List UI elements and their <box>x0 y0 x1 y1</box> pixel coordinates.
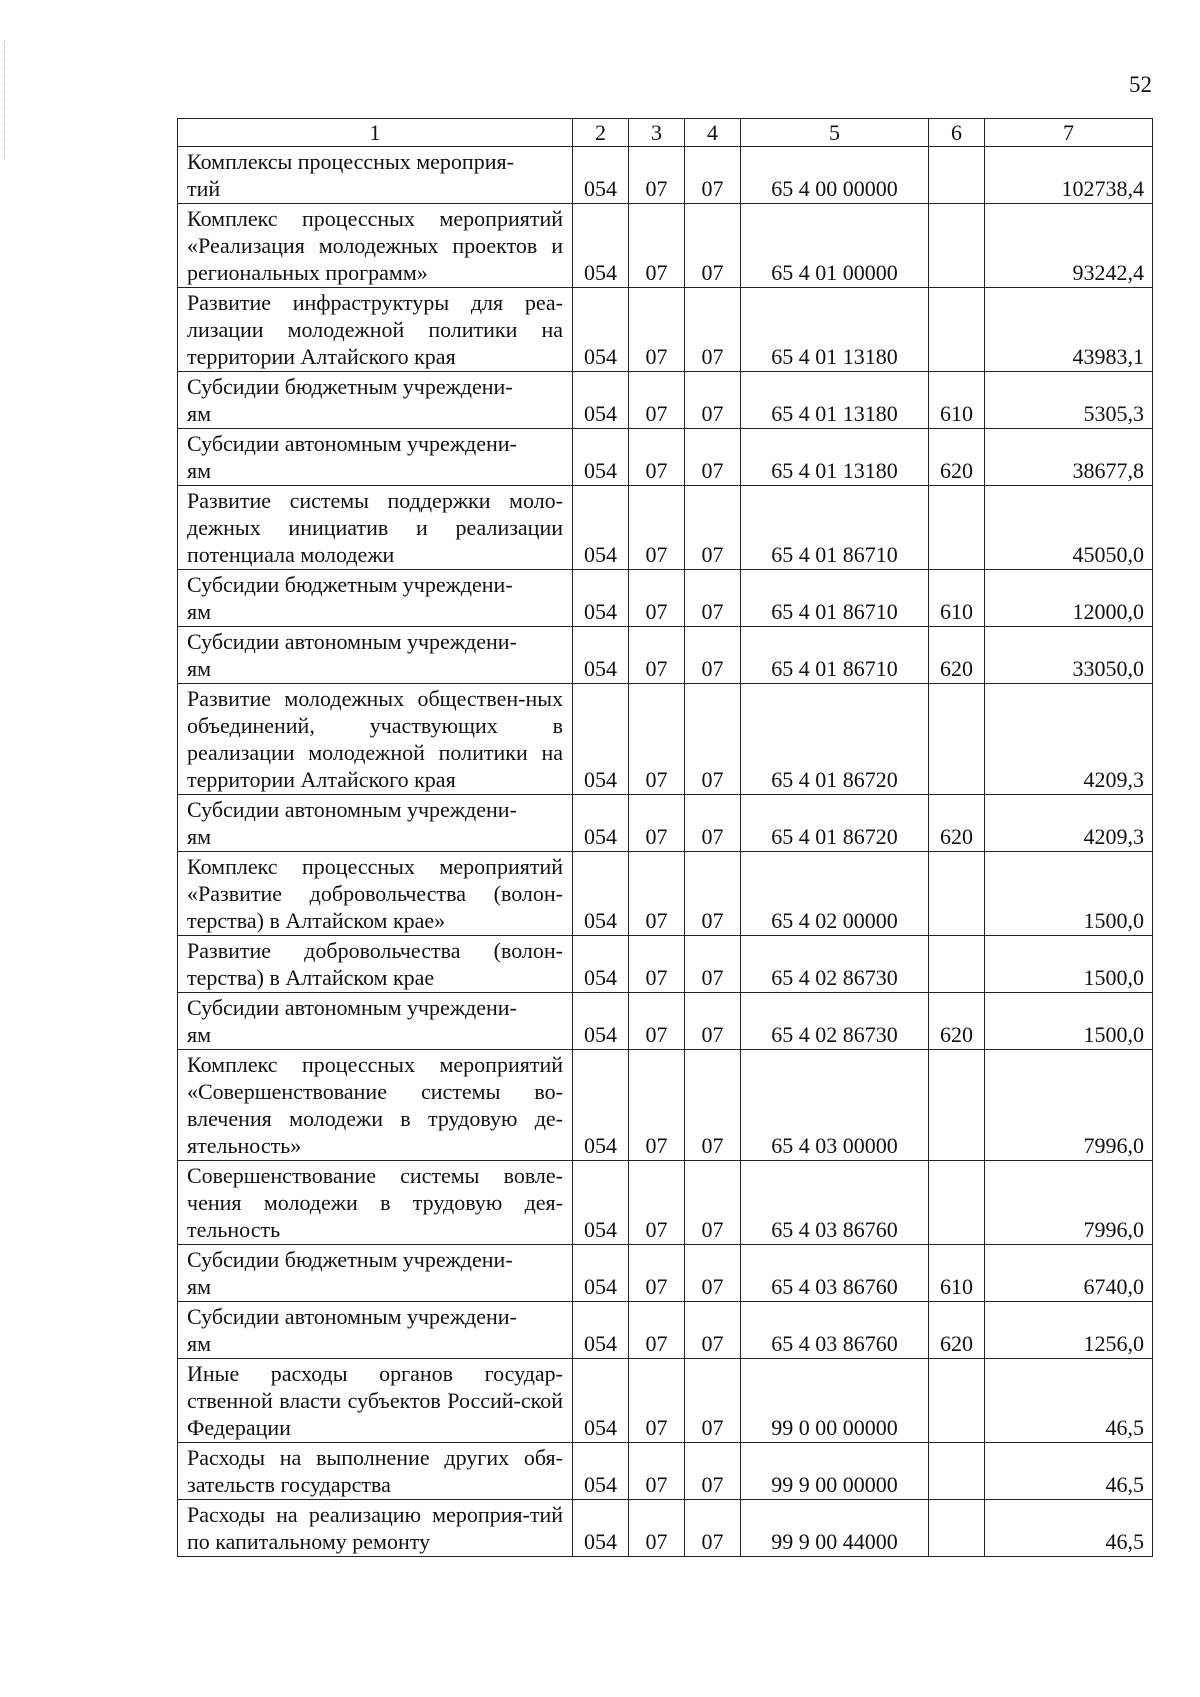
cell-section-code: 07 <box>629 204 685 288</box>
cell-subsection-code: 07 <box>685 288 741 372</box>
table-row <box>178 1050 1153 1161</box>
table-row <box>178 1359 1153 1443</box>
cell-section-code: 07 <box>629 429 685 486</box>
cell-amount: 46,5 <box>985 1500 1153 1557</box>
cell-section-code: 07 <box>629 1161 685 1245</box>
cell-expense-type: 620 <box>929 1302 985 1359</box>
cell-subsection-code: 07 <box>685 147 741 204</box>
cell-item-name: Субсидии автономным учреждени- ям <box>178 993 573 1050</box>
cell-amount: 1500,0 <box>985 936 1153 993</box>
cell-ministry-code: 054 <box>573 372 629 429</box>
cell-ministry-code: 054 <box>573 993 629 1050</box>
cell-section-code: 07 <box>629 795 685 852</box>
cell-expense-type <box>929 288 985 372</box>
header-col-1: 1 <box>178 119 573 147</box>
cell-ministry-code: 054 <box>573 627 629 684</box>
cell-subsection-code: 07 <box>685 1161 741 1245</box>
cell-amount: 93242,4 <box>985 204 1153 288</box>
cell-section-code: 07 <box>629 1359 685 1443</box>
cell-subsection-code: 07 <box>685 993 741 1050</box>
table-row <box>178 1443 1153 1500</box>
cell-target-article: 65 4 03 86760 <box>741 1161 929 1245</box>
cell-amount: 4209,3 <box>985 684 1153 795</box>
cell-target-article: 65 4 01 13180 <box>741 429 929 486</box>
cell-expense-type <box>929 1161 985 1245</box>
cell-subsection-code: 07 <box>685 1359 741 1443</box>
cell-item-name: Развитие системы поддержки моло-дежных инициатив и реализации потенциала молодежи <box>178 486 573 570</box>
cell-expense-type <box>929 486 985 570</box>
cell-section-code: 07 <box>629 1245 685 1302</box>
cell-ministry-code: 054 <box>573 570 629 627</box>
table-body <box>178 147 1153 1557</box>
scan-margin-marks <box>4 40 7 160</box>
cell-item-name: Субсидии автономным учреждени- ям <box>178 1302 573 1359</box>
cell-target-article: 65 4 01 13180 <box>741 372 929 429</box>
cell-amount: 46,5 <box>985 1443 1153 1500</box>
cell-subsection-code: 07 <box>685 684 741 795</box>
cell-target-article: 65 4 02 86730 <box>741 993 929 1050</box>
cell-item-name: Развитие молодежных обществен-ных объединений, участвующих в реализации молодежной политики на территории Алтайского края <box>178 684 573 795</box>
cell-expense-type <box>929 936 985 993</box>
cell-amount: 46,5 <box>985 1359 1153 1443</box>
cell-section-code: 07 <box>629 936 685 993</box>
cell-amount: 38677,8 <box>985 429 1153 486</box>
cell-subsection-code: 07 <box>685 1500 741 1557</box>
cell-target-article: 65 4 01 86710 <box>741 570 929 627</box>
cell-amount: 7996,0 <box>985 1050 1153 1161</box>
cell-section-code: 07 <box>629 486 685 570</box>
cell-ministry-code: 054 <box>573 1500 629 1557</box>
cell-target-article: 65 4 03 86760 <box>741 1245 929 1302</box>
cell-ministry-code: 054 <box>573 204 629 288</box>
cell-ministry-code: 054 <box>573 1161 629 1245</box>
cell-amount: 45050,0 <box>985 486 1153 570</box>
cell-amount: 102738,4 <box>985 147 1153 204</box>
table-row <box>178 795 1153 852</box>
cell-item-name: Совершенствование системы вовле-чения молодежи в трудовую дея-тельность <box>178 1161 573 1245</box>
table-row <box>178 429 1153 486</box>
cell-ministry-code: 054 <box>573 1245 629 1302</box>
cell-subsection-code: 07 <box>685 372 741 429</box>
cell-amount: 1500,0 <box>985 852 1153 936</box>
cell-section-code: 07 <box>629 1443 685 1500</box>
cell-target-article: 65 4 01 13180 <box>741 288 929 372</box>
header-row <box>178 119 1153 147</box>
header-col-2: 2 <box>573 119 629 147</box>
cell-expense-type <box>929 1050 985 1161</box>
cell-target-article: 65 4 01 00000 <box>741 204 929 288</box>
cell-item-name: Субсидии автономным учреждени- ям <box>178 627 573 684</box>
cell-item-name: Расходы на реализацию мероприя-тий по капитальному ремонту <box>178 1500 573 1557</box>
cell-ministry-code: 054 <box>573 1443 629 1500</box>
cell-expense-type: 610 <box>929 570 985 627</box>
cell-section-code: 07 <box>629 288 685 372</box>
table-row <box>178 1161 1153 1245</box>
cell-ministry-code: 054 <box>573 147 629 204</box>
cell-section-code: 07 <box>629 993 685 1050</box>
cell-ministry-code: 054 <box>573 486 629 570</box>
cell-expense-type <box>929 684 985 795</box>
cell-subsection-code: 07 <box>685 570 741 627</box>
cell-item-name: Иные расходы органов государ-ственной власти субъектов Россий-ской Федерации <box>178 1359 573 1443</box>
cell-item-name: Субсидии бюджетным учреждени- ям <box>178 570 573 627</box>
cell-subsection-code: 07 <box>685 429 741 486</box>
cell-target-article: 65 4 00 00000 <box>741 147 929 204</box>
cell-subsection-code: 07 <box>685 627 741 684</box>
cell-target-article: 65 4 03 00000 <box>741 1050 929 1161</box>
header-col-3: 3 <box>629 119 685 147</box>
cell-amount: 6740,0 <box>985 1245 1153 1302</box>
cell-target-article: 65 4 01 86720 <box>741 684 929 795</box>
table-row <box>178 1302 1153 1359</box>
cell-section-code: 07 <box>629 1500 685 1557</box>
cell-item-name: Субсидии бюджетным учреждени- ям <box>178 1245 573 1302</box>
cell-amount: 33050,0 <box>985 627 1153 684</box>
table-row <box>178 147 1153 204</box>
cell-item-name: Комплекс процессных мероприятий «Совершенствование системы во-влечения молодежи в трудовую де-ятельность» <box>178 1050 573 1161</box>
cell-section-code: 07 <box>629 1050 685 1161</box>
cell-ministry-code: 054 <box>573 1302 629 1359</box>
table-row <box>178 993 1153 1050</box>
cell-amount: 1256,0 <box>985 1302 1153 1359</box>
cell-expense-type <box>929 1443 985 1500</box>
cell-subsection-code: 07 <box>685 852 741 936</box>
header-col-5: 5 <box>741 119 929 147</box>
table-row <box>178 486 1153 570</box>
cell-expense-type <box>929 1359 985 1443</box>
cell-section-code: 07 <box>629 147 685 204</box>
cell-target-article: 65 4 02 86730 <box>741 936 929 993</box>
cell-section-code: 07 <box>629 372 685 429</box>
cell-subsection-code: 07 <box>685 1302 741 1359</box>
page-number: 52 <box>1129 72 1152 97</box>
cell-amount: 43983,1 <box>985 288 1153 372</box>
cell-ministry-code: 054 <box>573 852 629 936</box>
cell-item-name: Расходы на выполнение других обя-зательств государства <box>178 1443 573 1500</box>
cell-ministry-code: 054 <box>573 1050 629 1161</box>
cell-amount: 1500,0 <box>985 993 1153 1050</box>
cell-expense-type: 620 <box>929 993 985 1050</box>
table-row <box>178 627 1153 684</box>
cell-item-name: Субсидии бюджетным учреждени- ям <box>178 372 573 429</box>
cell-section-code: 07 <box>629 684 685 795</box>
table-row <box>178 852 1153 936</box>
cell-subsection-code: 07 <box>685 1050 741 1161</box>
cell-amount: 5305,3 <box>985 372 1153 429</box>
cell-subsection-code: 07 <box>685 795 741 852</box>
cell-expense-type: 620 <box>929 795 985 852</box>
cell-item-name: Субсидии автономным учреждени- ям <box>178 795 573 852</box>
cell-amount: 12000,0 <box>985 570 1153 627</box>
cell-subsection-code: 07 <box>685 486 741 570</box>
header-col-4: 4 <box>685 119 741 147</box>
table-header <box>178 119 1153 147</box>
cell-ministry-code: 054 <box>573 288 629 372</box>
cell-target-article: 99 0 00 00000 <box>741 1359 929 1443</box>
cell-ministry-code: 054 <box>573 684 629 795</box>
cell-target-article: 65 4 01 86710 <box>741 486 929 570</box>
cell-expense-type <box>929 852 985 936</box>
cell-expense-type: 620 <box>929 627 985 684</box>
cell-subsection-code: 07 <box>685 1443 741 1500</box>
cell-target-article: 65 4 02 00000 <box>741 852 929 936</box>
cell-ministry-code: 054 <box>573 795 629 852</box>
cell-section-code: 07 <box>629 1302 685 1359</box>
table-row <box>178 570 1153 627</box>
cell-item-name: Субсидии автономным учреждени- ям <box>178 429 573 486</box>
table-row <box>178 372 1153 429</box>
cell-item-name: Комплекс процессных мероприятий «Развитие добровольчества (волон-терства) в Алтайском крае» <box>178 852 573 936</box>
cell-amount: 4209,3 <box>985 795 1153 852</box>
cell-subsection-code: 07 <box>685 204 741 288</box>
cell-ministry-code: 054 <box>573 1359 629 1443</box>
table-row <box>178 684 1153 795</box>
cell-target-article: 99 9 00 00000 <box>741 1443 929 1500</box>
cell-target-article: 65 4 01 86710 <box>741 627 929 684</box>
cell-expense-type: 610 <box>929 372 985 429</box>
cell-expense-type <box>929 147 985 204</box>
cell-section-code: 07 <box>629 570 685 627</box>
header-col-6: 6 <box>929 119 985 147</box>
cell-section-code: 07 <box>629 627 685 684</box>
cell-target-article: 65 4 01 86720 <box>741 795 929 852</box>
cell-expense-type: 620 <box>929 429 985 486</box>
table-row <box>178 204 1153 288</box>
budget-table <box>177 118 1153 1557</box>
cell-expense-type: 610 <box>929 1245 985 1302</box>
cell-item-name: Развитие инфраструктуры для реа-лизации молодежной политики на территории Алтайского края <box>178 288 573 372</box>
cell-subsection-code: 07 <box>685 1245 741 1302</box>
cell-target-article: 65 4 03 86760 <box>741 1302 929 1359</box>
table-row <box>178 288 1153 372</box>
cell-section-code: 07 <box>629 852 685 936</box>
cell-item-name: Комплексы процессных мероприя- тий <box>178 147 573 204</box>
cell-amount: 7996,0 <box>985 1161 1153 1245</box>
cell-target-article: 99 9 00 44000 <box>741 1500 929 1557</box>
cell-ministry-code: 054 <box>573 936 629 993</box>
cell-item-name: Комплекс процессных мероприятий «Реализация молодежных проектов и региональных программ» <box>178 204 573 288</box>
cell-subsection-code: 07 <box>685 936 741 993</box>
cell-expense-type <box>929 204 985 288</box>
table-row <box>178 936 1153 993</box>
cell-expense-type <box>929 1500 985 1557</box>
cell-item-name: Развитие добровольчества (волон-терства) в Алтайском крае <box>178 936 573 993</box>
header-col-7: 7 <box>985 119 1153 147</box>
table-row <box>178 1245 1153 1302</box>
cell-ministry-code: 054 <box>573 429 629 486</box>
table-row <box>178 1500 1153 1557</box>
